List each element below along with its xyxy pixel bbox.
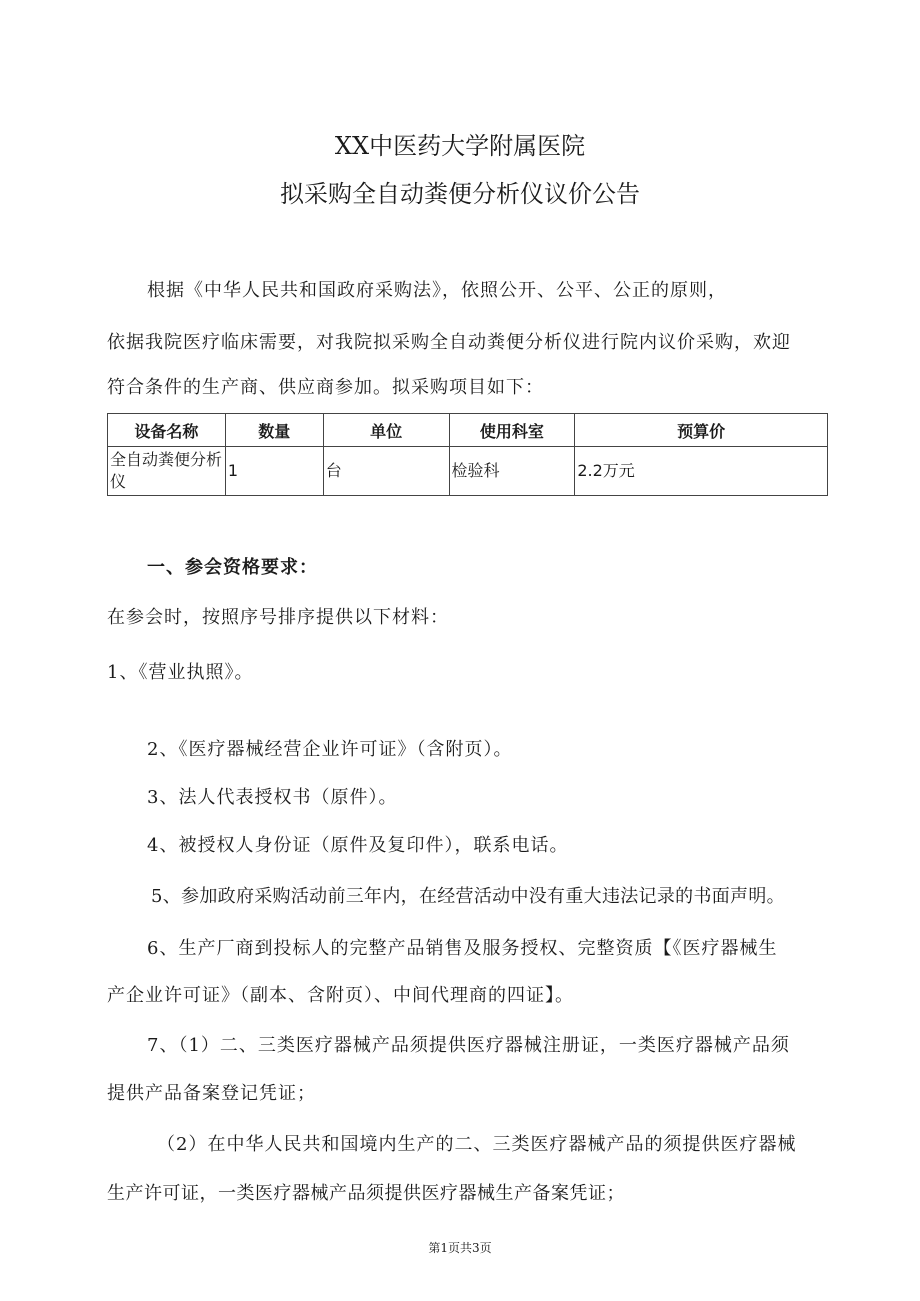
header-quantity: 数量 (225, 414, 323, 447)
list-item-2: 2、《医疗器械经营企业许可证》（含附页）。 (147, 739, 513, 760)
list-item-7-line-3: （2）在中华人民共和国境内生产的二、三类医疗器械产品的须提供医疗器械 (157, 1134, 797, 1155)
cell-unit: 台 (323, 447, 449, 496)
header-device-name: 设备名称 (108, 414, 226, 447)
list-item-3: 3、法人代表授权书（原件）。 (147, 787, 398, 808)
intro-line-1: 根据《中华人民共和国政府采购法》，依照公开、公平、公正的原则， (147, 280, 727, 301)
cell-quantity: 1 (225, 447, 323, 496)
section-lead: 在参会时，按照序号排序提供以下材料： (107, 607, 449, 628)
cell-department: 检验科 (449, 447, 575, 496)
list-item-6-line-1: 6、生产厂商到投标人的完整产品销售及服务授权、完整资质【《医疗器械生 (147, 938, 778, 959)
procurement-table (107, 413, 828, 496)
list-item-7-line-4: 生产许可证，一类医疗器械产品须提供医疗器械生产备案凭证； (107, 1183, 625, 1204)
intro-line-2: 依据我院医疗临床需要，对我院拟采购全自动粪便分析仪进行院内议价采购，欢迎 (107, 332, 791, 353)
cell-budget: 2.2万元 (575, 447, 828, 496)
cell-device-name: 全自动粪便分析仪 (108, 447, 226, 496)
list-item-4: 4、被授权人身份证（原件及复印件），联系电话。 (147, 835, 569, 856)
list-item-7-line-1: 7、（1）二、三类医疗器械产品须提供医疗器械注册证，一类医疗器械产品须 (147, 1035, 790, 1056)
page-number-footer: 第1页共3页 (428, 1241, 492, 1255)
header-unit: 单位 (323, 414, 449, 447)
header-department: 使用科室 (449, 414, 575, 447)
list-item-7-line-2: 提供产品备案登记凭证； (107, 1083, 316, 1104)
table-row (108, 447, 828, 496)
table-header-row (108, 414, 828, 447)
intro-line-3: 符合条件的生产商、供应商参加。拟采购项目如下： (107, 377, 544, 398)
list-item-6-line-2: 产企业许可证》（副本、含附页）、中间代理商的四证】。 (107, 985, 574, 1006)
list-item-5: 5、参加政府采购活动前三年内，在经营活动中没有重大违法记录的书面声明。 (151, 886, 785, 907)
document-title-line1: XX中医药大学附属医院 (334, 132, 586, 160)
header-budget: 预算价 (575, 414, 828, 447)
list-item-1: 1、《营业执照》。 (107, 662, 254, 683)
document-title-line2: 拟采购全自动粪便分析仪议价公告 (280, 180, 640, 208)
section-heading-qualifications: 一、参会资格要求： (147, 557, 318, 578)
